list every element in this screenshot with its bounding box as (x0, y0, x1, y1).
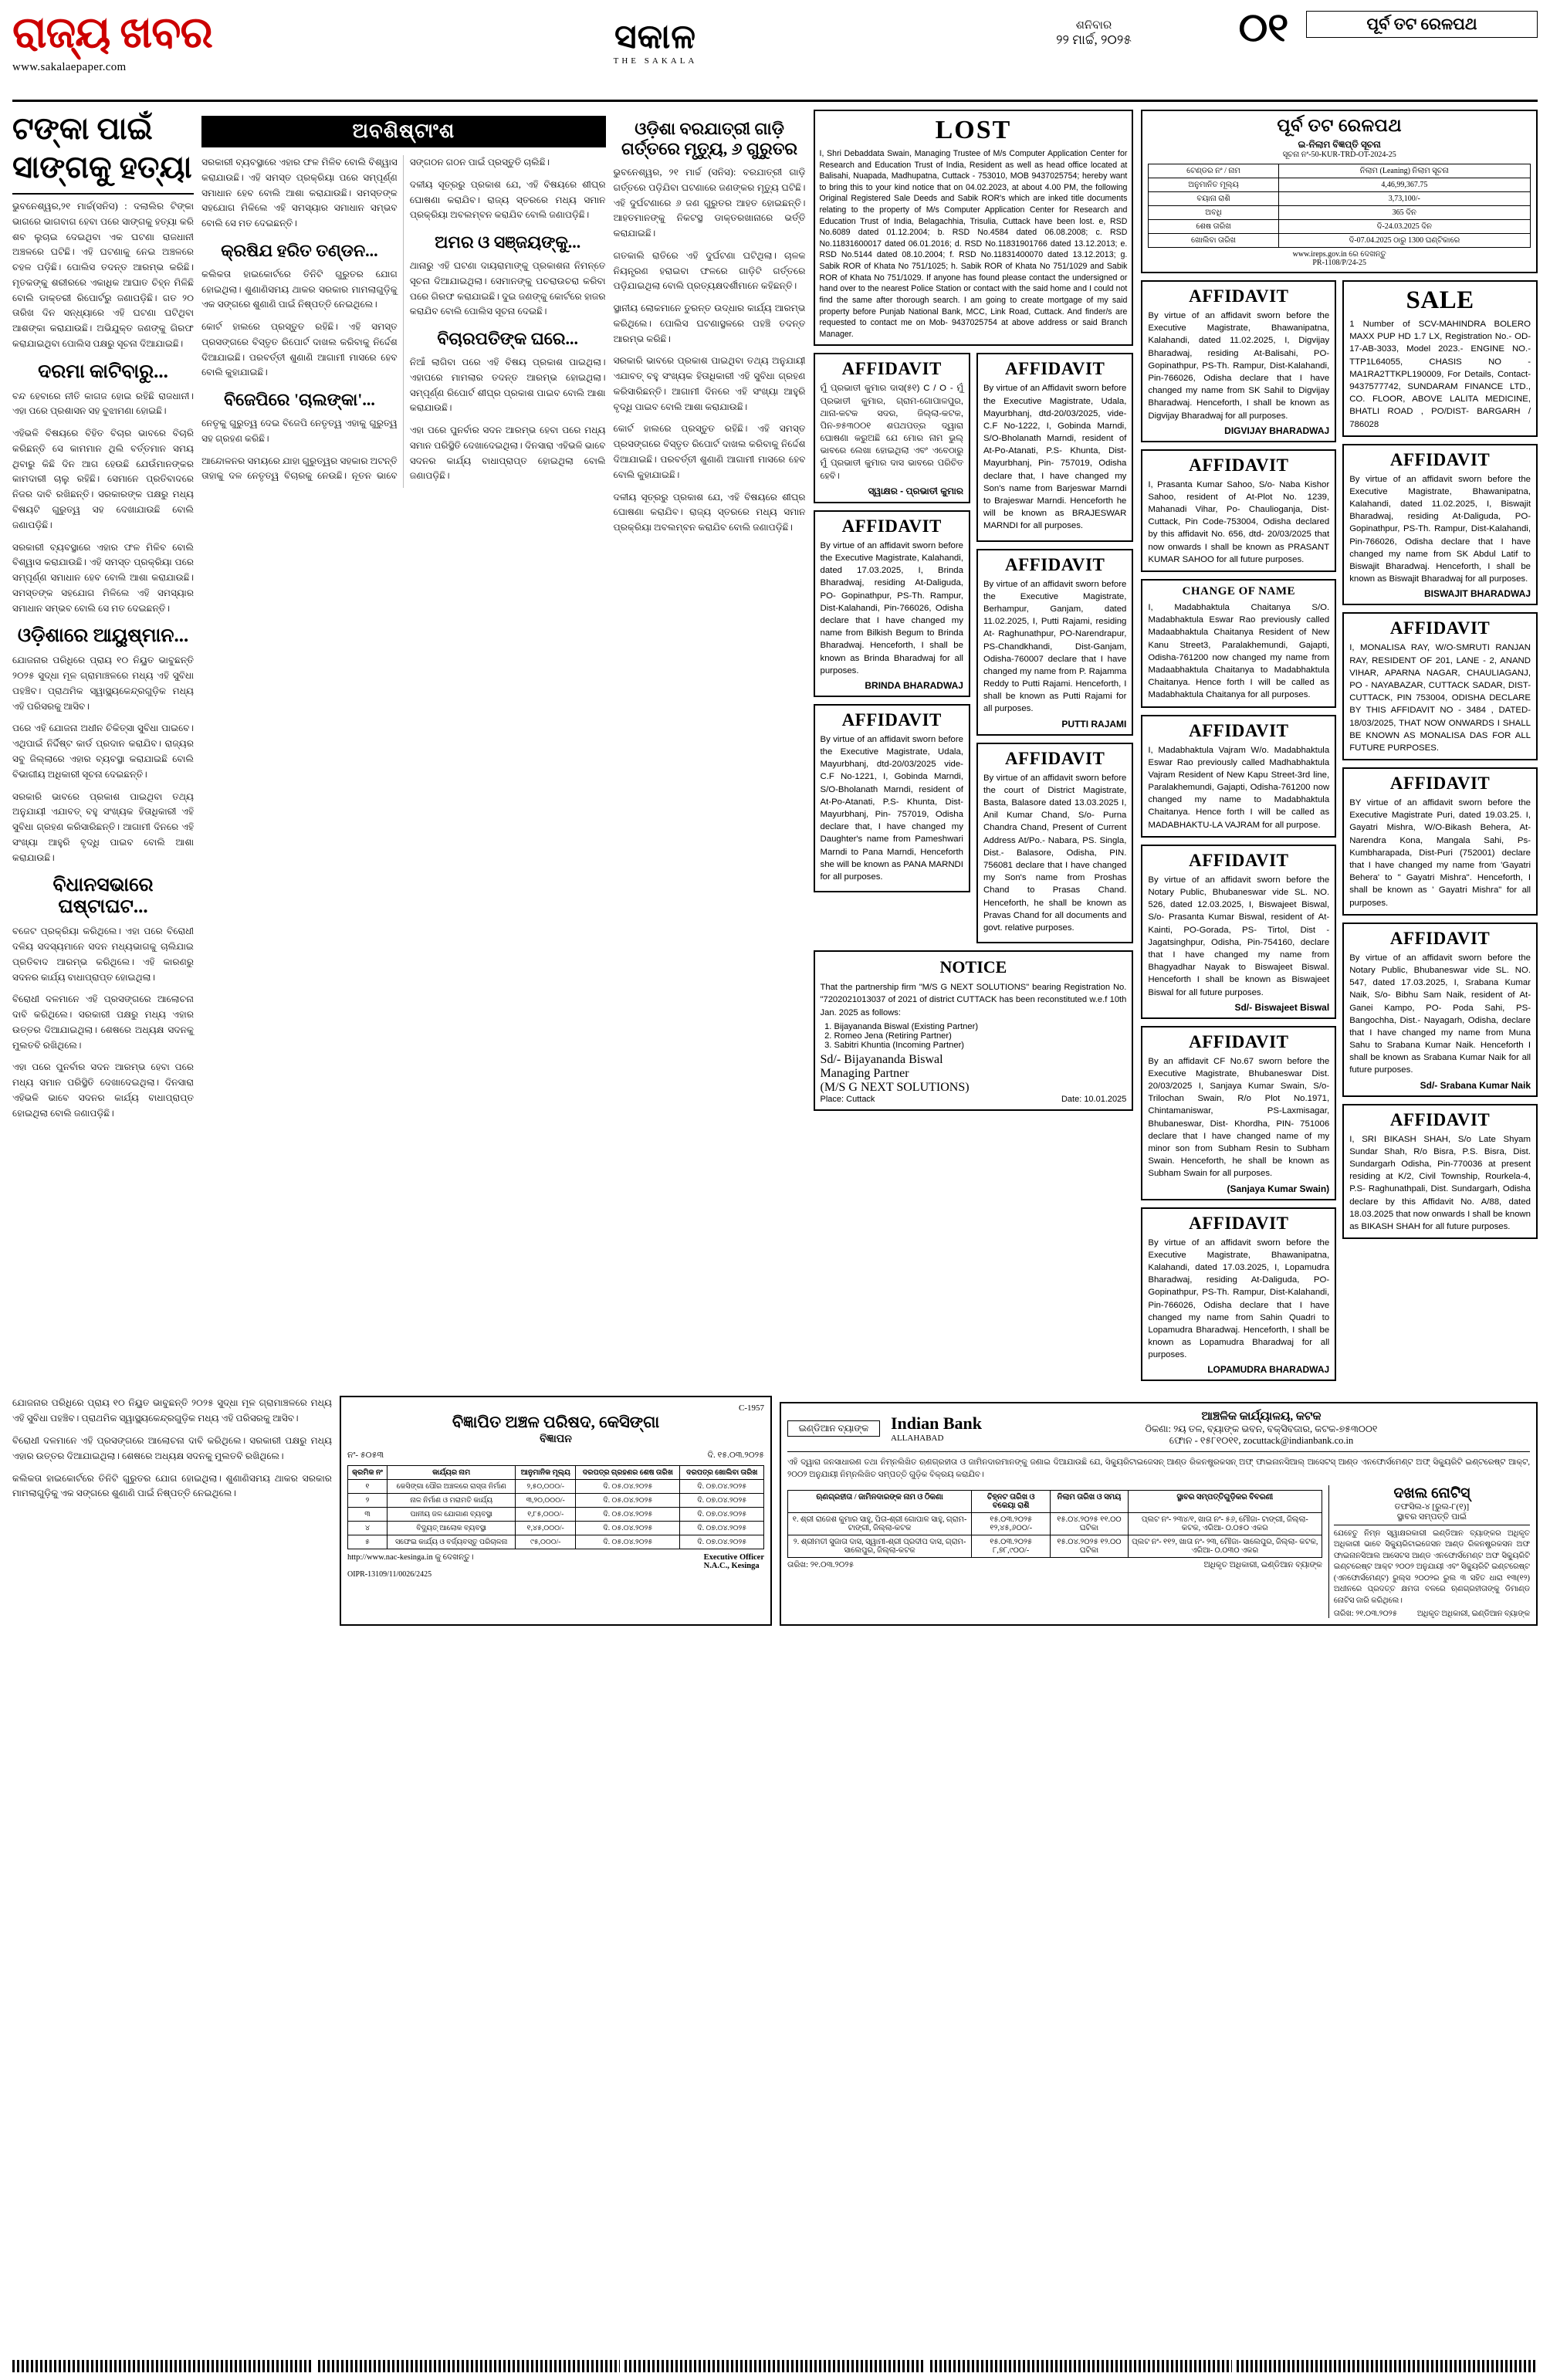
bank-notice-intro: ଏହି ଦ୍ୱାରା ଜନସାଧାରଣ ତଥା ନିମ୍ନଲିଖିତ ଋଣଗ୍ରହୀତା ଓ ଜାମିନଦାରମାନଙ୍କୁ ଜଣାଇ ଦିଆଯାଉଛି ଯେ, ସିକ୍ୟୁରିଟାଇଜେସନ୍ ଆଣ୍ଡ ରିକନଷ୍ଟ୍ରକସନ୍ ଅଫ୍ ଫାଇନାନସିଆଲ୍ ଆସେଟସ୍ ଆଣ୍ଡ ଏନଫୋର୍ସମେଣ୍ଟ ଅଫ୍ ସିକ୍ୟୁରିଟି ଇଣ୍ଟରେଷ୍ଟ ଆକ୍ଟ, ୨୦୦୨ ଅନୁଯାୟୀ ନିମ୍ନଲିଖିତ ସମ୍ପତ୍ତି ଗୁଡ଼ିକ ବିକ୍ରୟ କରାଯିବ। (787, 1458, 1530, 1479)
bottom-filler-0: ଯୋଜନାର ପରିଧିରେ ପ୍ରାୟ ୧୦ ନିୟୁତ ଭାବୁଛନ୍ତି ୨୦୨୫ ସୁଦ୍ଧା ମୂଳ ଗ୍ରାମାଞ୍ଚଳରେ ମଧ୍ୟ ଏହି ସୁବିଧା ପହଞ୍ଚିବ। ପ୍ରାଥମିକ ସ୍ୱାସ୍ଥ୍ୟକେନ୍ଦ୍ରଗୁଡ଼ିକ ମଧ୍ୟ ଏହି ପରିସରକୁ ଆସିବ। (12, 1397, 332, 1424)
article-4-p0: ନେତୃକୁ ଗୁରୁତ୍ୱ ଦେଇ ବିଜେପି ନେତୃତ୍ୱ ଏହାକୁ ଗୁରୁତ୍ୱ ସହ ଗ୍ରହଣ କରିଛି। (201, 418, 398, 444)
affidavit-5-body: I, Madabhaktula Vajram W/o. Madabhaktula Eswar Rao previously called Madhabhaktula Vajram Resident of New Kapu Street-3rd line, Paralakhemundi, Gajapti, Odisha-761200 now changed my name to Madabhaktula Chaitanya. Hence forth I will be called as MADABHAKTU-LA VAJRAM for all purpose. (1148, 745, 1330, 830)
tender-table (347, 1465, 764, 1549)
daakhal-sub2: ସ୍ଥାବର ସମ୍ପତ୍ତି ପାଇଁ (1334, 1512, 1530, 1525)
tender-r2-sl: ୩ (348, 1508, 388, 1522)
affidavit-ad-3 (814, 353, 970, 503)
affidavit-13-body: By virtue of an affidavit sworn before the court of District Magistrate, Basta, Balasore dated 13.03.2025 I, Anil Kumar Chand, S/o- Purna Chandra Chand, Present of Current Address At/Po.- Nabara, PS. Singla, Dist.- Balasore, Odisha, PIN. 756081 declare that I have changed my Son's name from Proshas Chand to Prasas Chand. Henceforth, he shall be known as Pravas Chand for all documents and govt. relative purposes. (983, 773, 1127, 933)
article-7-extra3: ଦଳୀୟ ସୂତ୍ରରୁ ପ୍ରକାଶ ଯେ, ଏହି ବିଷୟରେ ଶୀଘ୍ର ଘୋଷଣା କରାଯିବ। ରାଜ୍ୟ ସ୍ତରରେ ମଧ୍ୟ ସମାନ ପ୍ରକ୍ରିୟା ଅବଲମ୍ବନ କରାଯିବ ବୋଲି ଜଣାପଡ଼ିଛି। (613, 491, 806, 533)
bank-name: Indian Bank (891, 1413, 983, 1434)
affidavit-8-title: AFFIDAVIT (841, 516, 942, 536)
railway-row-5-value: ଦି-07.04.2025 ଠାରୁ 1300 ଘଣ୍ଟିକାରେ (1278, 234, 1530, 248)
tender-code: C-1957 (739, 1403, 764, 1413)
date-label: ୨୨ ମାର୍ଚ୍ଚ, ୨୦୨୫ (1056, 32, 1132, 47)
affidavit-2-body: I, Madabhaktula Chaitanya S/O. Madabhaktula Eswar Rao previously called Madaabhaktula Chaitanya Resident of New Kanu Street3, Paralakhemundi, Gajapti, Odisha-761200 now changed my name from Madaabhaktula Chaitanya to Madabhaktula Chaitanya. Hence forth I will be called as Madabhaktula Chaitanya for all purposes. (1148, 603, 1330, 700)
table-row (1149, 234, 1531, 248)
tender-r1-work: ନାଳ ନିର୍ମାଣ ଓ ମରାମତି କାର୍ଯ୍ୟ (387, 1494, 515, 1508)
tender-r0-work: କେସିଙ୍ଗା ପୌର ଅଞ୍ଚଳରେ ରାସ୍ତା ନିର୍ମାଣ (387, 1480, 515, 1494)
bank-r0-c1: ୧. ଶ୍ରୀ ରାଜେଶ କୁମାର ସାହୁ, ପିତା-ଶ୍ରୀ ଗୋପାଳ ସାହୁ, ଗ୍ରାମ-ଟାଙ୍ଗୀ, ଜିଲ୍ଲା-କଟକ (788, 1512, 972, 1535)
affidavit-6-body: I, MONALISA RAY, W/O-SMRUTI RANJAN RAY, RESIDENT OF 201, LANE - 2, ANAND VIHAR, APARNA NAGAR, CHAULIAGANJ, PO - NAYABAZAR, CUTTACK SADAR, DIST- CUTTACK, PIN 753004, ODISHA DECLARE BY THIS AFFIDAVIT NO - 3484 , DATED- 18/03/2025, THAT NOW ONWARDS I SHALL BE KNOWN AS MONALISA DAS FOR ALL FUTURE PURPOSES. (1349, 643, 1531, 753)
tender-r3-last: ଦି. ୦୫.୦୪.୨୦୨୫ (576, 1522, 680, 1535)
masthead-right-ad (1306, 11, 1538, 38)
tender-r4-sl: ୫ (348, 1535, 388, 1549)
article-4-p1: ଆନ୍ଦୋଳନର ସମୟରେ ଯାହା ଗୁରୁତ୍ୱର ସହକାର ଅଟନ୍ତି ତାହାକୁ ଦଳ ନେତୃତ୍ୱ ବିଚାରକୁ ନେଉଛି। ନୂତନ ଭାବେ ସଙ୍ଗଠନ ଗଠନ ପାଇଁ ପ୍ରସ୍ତୁତି ଚାଲିଛି। (201, 157, 550, 482)
affidavit-0-sign: DIGVIJAY BHARADWAJ (1224, 425, 1330, 436)
bank-footer-left: ତାରିଖ: ୨୧.୦୩.୨୦୨୫ (787, 1560, 855, 1569)
bank-r0-c2: ୧୫.୦୩.୨୦୨୫ ୧୨,୪୫,୬୦୦/- (972, 1512, 1051, 1535)
affidavit-6-title: AFFIDAVIT (1389, 618, 1491, 638)
affidavit-ad-5 (1141, 715, 1336, 838)
affidavit-ad-8 (814, 510, 970, 697)
notice-sign-2: Managing Partner (820, 1066, 909, 1080)
affidavit-10-sign: Sd/- Biswajeet Biswal (1234, 1001, 1330, 1013)
bank-footer-right: ଅଧିକୃତ ଅଧିକାରୀ, ଇଣ୍ଡିଆନ ବ୍ୟାଙ୍କ (1203, 1560, 1322, 1569)
tender-r1-last: ଦି. ୦୫.୦୪.୨୦୨୫ (576, 1494, 680, 1508)
article-7-extra2: କୋର୍ଟ ହାଲରେ ପ୍ରସ୍ତୁତ ରହିଛି। ଏହି ସମସ୍ତ ପ୍ରସଙ୍ଗରେ ବିସ୍ତୃତ ରିପୋର୍ଟ ଦାଖଲ କରିବାକୁ ନିର୍ଦ୍ଦେଶ ଦିଆଯାଇଛି। ପରବର୍ତ୍ତୀ ଶୁଣାଣି ଆଗାମୀ ମାସରେ ହେବ ବୋଲି କୁହାଯାଇଛି। (613, 423, 806, 480)
sale-title: SALE (1406, 286, 1474, 314)
tender-sign: Executive Officer (703, 1553, 764, 1562)
affidavit-11-title: AFFIDAVIT (1389, 774, 1491, 794)
column-c (614, 110, 806, 1388)
notice-partner-list (834, 1022, 1127, 1050)
notice-date: Date: 10.01.2025 (1061, 1094, 1127, 1104)
bank-address: ଠିକଣା: ୨ୟ ତଳ, ବ୍ୟାଙ୍କ ଭବନ, ବକ୍ସିବଜାର, କଟକ-୭୫୩୦୦୧ (1145, 1424, 1378, 1435)
masthead (12, 6, 1538, 102)
affidavit-14-sign: (Sanjaya Kumar Swain) (1227, 1183, 1330, 1194)
affidavit-ad-1 (1141, 449, 1336, 572)
affidavit-ad-14 (1141, 1026, 1336, 1200)
page-number-block (1221, 6, 1306, 50)
table-row (1149, 178, 1531, 192)
tender-r3-est: ୧,୪୫,୦୦୦/- (516, 1522, 576, 1535)
daakhal-sub: ତଫସିଲ-୪ [ରୁଲ-୮(୧)] (1394, 1501, 1470, 1512)
table-row (1149, 220, 1531, 234)
tender-title: ବିଜ୍ଞାପିତ ଅଞ୍ଚଳ ପରିଷଦ, କେସିଙ୍ଗା (452, 1413, 660, 1432)
lost-ad (814, 110, 1134, 346)
affidavit-16-title: AFFIDAVIT (1189, 1213, 1289, 1233)
railway-website[interactable]: www.ireps.gov.in ରେ ଦେଖନ୍ତୁ (1292, 250, 1386, 259)
affidavit-ad-17 (1342, 1104, 1538, 1240)
article-1-p0: ଯୋଜନାର ପରିଧିରେ ପ୍ରାୟ ୧୦ ନିୟୁତ ଭାବୁଛନ୍ତି ୨୦୨୫ ସୁଦ୍ଧା ମୂଳ ଗ୍ରାମାଞ୍ଚଳରେ ମଧ୍ୟ ଏହି ସୁବିଧା ପହଞ୍ଚିବ। ପ୍ରାଥମିକ ସ୍ୱାସ୍ଥ୍ୟକେନ୍ଦ୍ରଗୁଡ଼ିକ ମଧ୍ୟ ଏହି ପରିସରକୁ ଆସିବ। (12, 655, 195, 712)
column-b-text (201, 155, 606, 488)
affidavit-4-title: AFFIDAVIT (1005, 359, 1105, 379)
tender-footer (347, 1553, 764, 1570)
column-b (201, 110, 606, 1388)
bank-col-2: ନିଲାମ ତାରିଖ ଓ ସମୟ (1051, 1490, 1128, 1512)
bank-auction-table (787, 1490, 1322, 1558)
affidavit-9-sign: PUTTI RAJAMI (1061, 718, 1127, 730)
notice-title: NOTICE (939, 957, 1007, 977)
railway-pr: PR-1108/P/24-25 (1312, 259, 1366, 267)
railway-tender-no: ସୂଚନା ନଂ-50-KUR-TRD-OT-2024-25 (1282, 151, 1396, 159)
table-row (1149, 206, 1531, 220)
article-0-p0: ବନ୍ଦ ହେବାରେ ନୀତି କାଗଜ ହୋଇ ରହିଛି ରାଜଧାନୀ। ଏହା ପରେ ପ୍ରଶାସନ ସହ ବୁଝାମଣା ହୋଇଛି। (12, 390, 195, 417)
masthead-date-block (966, 11, 1221, 48)
table-row (1149, 164, 1531, 178)
affidavit-ad-12 (814, 704, 970, 892)
reg-bar-3 (624, 2360, 926, 2372)
indian-bank-notice (780, 1402, 1538, 1626)
lead-headline: ଟଙ୍କା ପାଇଁ ସାଙ୍ଗକୁ ହତ୍ୟା (12, 110, 194, 195)
bank-r1-c2: ୧୫.୦୩.୨୦୨୫ ୮,୭୮,୯୦୦/- (972, 1535, 1051, 1557)
affidavit-3-title: AFFIDAVIT (841, 359, 942, 379)
sale-body: 1 Number of SCV-MAHINDRA BOLERO MAXX PUP HD 1.7 LX, Registration No.- OD-17-AB-3033, Model 2023.- ENGINE NO.-TTP1L64055, CHASIS NO - MA1RA2TTKPL190009, For Details, Contact-9437577742, SUNDARAM FINANCE LTD., CO. FLOOR, ABOVE LALITA MEDICINE, BHATLI ROAD , PO/DIST- BARGARH / 786028 (1349, 320, 1531, 429)
article-2-p1: ବିରୋଧୀ ଦଳମାନେ ଏହି ପ୍ରସଙ୍ଗରେ ଆଲୋଚନା ଦାବି କରିଥିଲେ। ସରକାରୀ ପକ୍ଷରୁ ମଧ୍ୟ ଏହାର ଉତ୍ତର ଦିଆଯାଇଥିଲା। ଶେଷରେ ଅଧ୍ୟକ୍ଷ ସଦନକୁ ମୁଲତବି ରଖିଥିଲେ। (12, 994, 195, 1051)
tender-subtitle: ବିଜ୍ଞାପନ (540, 1434, 572, 1446)
railway-ad-title: ପୂର୍ବ ତଟ ରେଳପଥ (1306, 11, 1538, 38)
bank-logo-odia: ଇଣ୍ଡିଆନ ବ୍ୟାଙ୍କ (787, 1420, 880, 1437)
tender-oipr: OIPR-13109/11/0026/2425 (347, 1570, 432, 1579)
bank-col-1: ଚିହ୍ନଟ ତାରିଖ ଓ ବକେୟା ରାଶି (972, 1490, 1051, 1512)
article-3-p1: କୋର୍ଟ ହାଲରେ ପ୍ରସ୍ତୁତ ରହିଛି। ଏହି ସମସ୍ତ ପ୍ରସଙ୍ଗରେ ବିସ୍ତୃତ ରିପୋର୍ଟ ଦାଖଲ କରିବାକୁ ନିର୍ଦ୍ଦେଶ ଦିଆଯାଇଛି। ପରବର୍ତ୍ତୀ ଶୁଣାଣି ଆଗାମୀ ମାସରେ ହେବ ବୋଲି କୁହାଯାଇଛି। (201, 321, 398, 378)
affidavit-ad-13 (976, 743, 1133, 943)
article-7-p1: ଗତକାଲି ରାତିରେ ଏହି ଦୁର୍ଘଟଣା ଘଟିଥିଲା। ଚାଳକ ନିୟନ୍ତ୍ରଣ ହରାଇବା ଫଳରେ ଗାଡ଼ିଟି ଗର୍ତ୍ତରେ ପଡ଼ିଯାଇଥିଲା ବୋଲି ପ୍ରତ୍ୟକ୍ଷଦର୍ଶୀମାନେ କହିଛନ୍ତି। (613, 249, 806, 292)
article-title-2: ବିଧାନସଭାରେ ଘଷ୍ଟାଘଟ... (52, 875, 154, 918)
affidavit-0-title: AFFIDAVIT (1189, 286, 1289, 306)
article-title-4: ବିଜେପିରେ 'ଚାଲଙ୍କା'... (224, 390, 375, 410)
bank-col-3: ସ୍ଥାବର ସମ୍ପତ୍ତିଗୁଡ଼ିକର ବିବରଣୀ (1128, 1490, 1322, 1512)
tender-r1-sl: ୨ (348, 1494, 388, 1508)
tender-r1-open: ଦି. ୦୭.୦୪.୨୦୨୫ (680, 1494, 764, 1508)
table-row (348, 1535, 764, 1549)
affidavit-1-title: AFFIDAVIT (1189, 455, 1289, 475)
brand-name: ସକାଳ (614, 18, 696, 56)
affidavit-7-sign: BISWAJIT BHARADWAJ (1423, 588, 1531, 600)
article-title-1: ଓଡ଼ିଶାରେ ଆୟୁଷ୍ମାନ... (17, 625, 189, 647)
tender-r3-sl: ୪ (348, 1522, 388, 1535)
affidavit-ad-2 (1141, 579, 1336, 708)
publication-logo: ରାଜ୍ୟ ଖବର (12, 9, 212, 57)
table-row (788, 1512, 1322, 1535)
affidavit-15-title: AFFIDAVIT (1389, 928, 1491, 948)
article-2-p2: ଏହା ପରେ ପୁନର୍ବାର ସଦନ ଆରମ୍ଭ ହେବା ପରେ ମଧ୍ୟ ସମାନ ପରିସ୍ଥିତି ଦେଖାଦେଇଥିଲା। ଦିନସାରା ଏହିଭଳି ଭାବେ ସଦନର କାର୍ଯ୍ୟ ବାଧାପ୍ରାପ୍ତ ହୋଇଥିଲା ବୋଲି ଜଣାପଡ଼ିଛି। (12, 1061, 195, 1119)
article-6-p0: ନିଆଁ ଲାଗିବା ପରେ ଏହି ବିଷୟ ପ୍ରକାଶ ପାଇଥିଲା। ଏହାପରେ ମାମଲାର ତଦନ୍ତ ଆରମ୍ଭ ହୋଇଥିଲା। ସମ୍ପୂର୍ଣ୍ଣ ରିପୋର୍ଟ ଶୀଘ୍ର ପ୍ରକାଶ ପାଇବ ବୋଲି ଆଶା କରାଯାଉଛି। (409, 357, 606, 414)
affidavit-9-title: AFFIDAVIT (1005, 554, 1105, 574)
railway-row-0-label: ଟେଣ୍ଡର ନଂ / ନାମ (1149, 164, 1278, 178)
tender-memo-right: ଦି. ୧୫.୦୩.୨୦୨୫ (707, 1451, 764, 1461)
affidavit-2-title: CHANGE OF NAME (1182, 585, 1295, 598)
tender-col-4: ଦରପତ୍ର ଖୋଲିବା ତାରିଖ (680, 1466, 764, 1480)
notice-partner-0: 1. Bijayananda Biswal (Existing Partner) (834, 1022, 1127, 1031)
page-number: ୦୧ (1238, 6, 1289, 50)
lost-body: I, Shri Debaddata Swain, Managing Trustee of M/s Computer Application Center for Research and Education Trust of India, Resident as well as head office located at Balisahi, Nuapada, Madhupatna, Cuttack - 753010, MOB 9437025754; hereby want to bring this to your kind notice that on 04.02.2023, at about 4.00 PM, the following Original Registered Sale Deeds and Sabik ROR's which are inked title documents relating to the property of M/s Computer Application Center for Research and Education Trust of India, Belagachhia, Trisulia, Cuttack have been lost. e, RSD No.6089 dated 01.12.2004; b. RSD No.4584 dated 06.08.2008; c. RSD No.11831600017 dated 06.01.2016; d. RSD No.11831901766 dated 13.12.2013; e. RSD No.5144 dated 08.10.2004; f. RSD No.11831400070 dated 13.12.2013; g. Sabik ROR of Khata No 751/1025; h. Sabik ROR of Khata No 751/1029 and Sabik ROR of Khata No 751/1029. If anyone has found please contact the undersigned or hand over to the nearest Police Station or contact with the said home and I could not find the same after thorough search. I am going to create mortgage of my said property before Punjab National Bank, MCC, Link Road, Cuttack. And finder/s are requested to contact me on Mob- 9437025754 at above address or said Branch Manager. (819, 149, 1128, 339)
tender-col-3: ଦରପତ୍ର ଗ୍ରହଣର ଶେଷ ତାରିଖ (576, 1466, 680, 1480)
bank-col-0: ଋଣଗ୍ରହୀତା / ଜାମିନଦାରଙ୍କ ନାମ ଓ ଠିକଣା (788, 1490, 972, 1512)
tender-r3-open: ଦି. ୦୭.୦୪.୨୦୨୫ (680, 1522, 764, 1535)
article-title-0: ଦରମା କାଟିବାରୁ... (38, 361, 168, 382)
article-0-p1: ଏହିଭଳି ବିଷୟରେ ବିହିତ ବିଚାର ଭାବରେ ବିଚାରି କରିଛନ୍ତି ସେ କାମମାନ ଥିଲି ବର୍ତ୍ତମାନ ସମୟ ଥିବାରୁ କିଛି ଦିନ ଆଗ ହେଉଛି ଯେଉଁମାନଙ୍କର କାମଦାରୀ ଚାଲୁ ରହିଛି। ସେମାନେ ପ୍ରତିବାଦରେ ନିଜର ଦାବି ରଖିଛନ୍ତି। ସରକାରଙ୍କ ପକ୍ଷରୁ ମଧ୍ୟ ବିଷୟଟି ଗୁରୁତ୍ୱ ସହ ଦେଖାଯାଉଛି ବୋଲି ଜଣାପଡ଼ିଛି। (12, 428, 195, 530)
railway-tender-table (1148, 164, 1531, 248)
tender-r4-last: ଦି. ୦୫.୦୪.୨୦୨୫ (576, 1535, 680, 1549)
affidavit-16-sign: LOPAMUDRA BHARADWAJ (1207, 1364, 1330, 1376)
reg-bar-5 (1237, 2360, 1538, 2372)
daakhal-title: ଦଖଲ ନୋଟିସ୍ (1393, 1485, 1470, 1501)
affidavit-ad-9 (976, 549, 1133, 736)
website-url[interactable]: www.sakalaepaper.com (12, 60, 127, 73)
affidavit-1-body: I, Prasanta Kumar Sahoo, S/o- Naba Kishor Sahoo, resident of At-Plot No. 1239, Mahanadi Vihar, Po- Chaulioganja, Dist-Cuttack, Pin Code-753004, Odisha declared by this affidavit No. 656, dtd- 20/03/2025 that now onwards I shall be known as PRASANT KUMAR SAHOO for all future purposes. (1148, 479, 1330, 564)
tender-col-1: କାର୍ଯ୍ୟର ନାମ (387, 1466, 515, 1480)
bank-r0-c4: ପ୍ଲଟ ନଂ- ୨୩୪/୧, ଖାତା ନଂ- ୫୬, ମୌଜା- ଟାଙ୍ଗୀ, ଜିଲ୍ଲା- କଟକ, ଏରିଆ- ୦.୦୫୦ ଏକର (1128, 1512, 1322, 1535)
tender-r0-est: ୨,୫୦,୦୦୦/- (516, 1480, 576, 1494)
sale-ad (1342, 280, 1538, 437)
notice-intro: That the partnership firm "M/S G NEXT SOLUTIONS" bearing Registration No. "7202021013037 of 2021 of district CUTTACK has been reconstituted w.e.f 10th Jan. 2025 as follows: (820, 983, 1127, 1017)
brand-subtitle: THE SAKALA (613, 56, 698, 66)
article-3-intro: ସରକାରୀ ବ୍ୟବସ୍ଥାରେ ଏହାର ଫଳ ମିଳିବ ବୋଲି ବିଶ୍ୱାସ କରାଯାଉଛି। ଏହି ସମସ୍ତ ପ୍ରକ୍ରିୟା ପରେ ସମ୍ପୂର୍ଣ୍ଣ ସମାଧାନ ହେବ ବୋଲି ଆଶା କରାଯାଉଛି। ସମସ୍ତଙ୍କ ସହଯୋଗ ମିଳିଲେ ଏହି ସମସ୍ୟାର ସମାଧାନ ସମ୍ଭବ ବୋଲି ସେ ମତ ଦେଇଛନ୍ତି। (201, 157, 398, 229)
affidavit-3-sign: ସ୍ୱାକ୍ଷର - ପ୍ରଭାତୀ କୁମାର (868, 485, 963, 496)
masthead-left (12, 11, 344, 74)
railway-row-3-label: ଅବଧି (1149, 206, 1278, 220)
table-header-row (348, 1466, 764, 1480)
affidavit-12-title: AFFIDAVIT (841, 709, 942, 730)
article-7-p0: ଭୁବନେଶ୍ୱର, ୨୧ ମାର୍ଚ୍ଚ (ସନିସ): ବରଯାତ୍ରୀ ଗାଡ଼ି ଗର୍ତ୍ତରେ ପଡ଼ିଯିବା ଘଟଣାରେ ଜଣଙ୍କର ମୃତ୍ୟୁ ଘଟିଛି। ଏହି ଦୁର୍ଘଟଣାରେ ୬ ଜଣ ଗୁରୁତର ଆହତ ହୋଇଛନ୍ତି। ଆହତମାନଙ୍କୁ ନିକଟସ୍ଥ ଡାକ୍ତରଖାନାରେ ଭର୍ତ୍ତି କରାଯାଇଛି। (613, 167, 806, 239)
tender-col-2: ଆନୁମାନିକ ମୂଲ୍ୟ (516, 1466, 576, 1480)
affidavit-3-body: ମୁଁ ପ୍ରଭାତୀ କୁମାର ଦାସ(୫୧) C / O - ମୁଁ ପ୍ରଭାତୀ କୁମାର, ଗ୍ରାମ-ଗୋପାଳପୁର, ଥାନା-କଟକ ସଦର, ଜିଲ୍ଲା-କଟକ, ପିନ-୭୫୩୦୦୧ ଶପଥପତ୍ର ଦ୍ୱାରା ଘୋଷଣା କରୁଅଛି ଯେ ମୋର ନାମ ଭୁଲ୍ ଭାବରେ ଲେଖା ହୋଇଥିଲା ଏବଂ ଏବେଠାରୁ ମୁଁ ପ୍ରଭାତୀ କୁମାର ଦାସ ଭାବରେ ପରିଚିତ ହେବି। (820, 384, 963, 481)
bank-r1-c3: ୧୫.୦୪.୨୦୨୫ ୧୨.୦୦ ଘଟିକା (1051, 1535, 1128, 1557)
article-1-p1: ପରେ ଏହି ଯୋଜନା ଅଧୀନ ଚିକିତ୍ସା ସୁବିଧା ପାଇବେ। ଏଥିପାଇଁ ନିର୍ଦ୍ଦିଷ୍ଟ କାର୍ଡ ପ୍ରଦାନ କରାଯିବ। ରାଜ୍ୟର ସବୁ ଜିଲ୍ଲାରେ ଏହାର ବ୍ୟବସ୍ଥା କରାଯାଇଛି ବୋଲି ବିଭାଗୀୟ ଅଧିକାରୀ ସୂଚନା ଦେଇଛନ୍ତି। (12, 723, 195, 780)
affidavit-ad-7 (1342, 444, 1538, 606)
affidavit-ad-15 (1342, 923, 1538, 1097)
affidavit-ad-0 (1141, 280, 1336, 442)
railway-tender-ad (1141, 110, 1538, 273)
bottom-filler-1: ବିରୋଧୀ ଦଳମାନେ ଏହି ପ୍ରସଙ୍ଗରେ ଆଲୋଚନା ଦାବି କରିଥିଲେ। ସରକାରୀ ପକ୍ଷରୁ ମଧ୍ୟ ଏହାର ଉତ୍ତର ଦିଆଯାଇଥିଲା। ଶେଷରେ ଅଧ୍ୟକ୍ଷ ସଦନକୁ ମୁଲତବି ରଖିଥିଲେ। (12, 1434, 332, 1461)
article-4-p2: ଦଳୀୟ ସୂତ୍ରରୁ ପ୍ରକାଶ ଯେ, ଏହି ବିଷୟରେ ଶୀଘ୍ର ଘୋଷଣା କରାଯିବ। ରାଜ୍ୟ ସ୍ତରରେ ମଧ୍ୟ ସମାନ ପ୍ରକ୍ରିୟା ଅବଲମ୍ବନ କରାଯିବ ବୋଲି ଜଣାପଡ଼ିଛି। (409, 178, 606, 221)
affidavit-10-title: AFFIDAVIT (1189, 850, 1289, 870)
affidavit-ad-11 (1342, 767, 1538, 916)
article-1-p2: ସରକାରି ଭାବରେ ପ୍ରକାଶ ପାଇଥିବା ତଥ୍ୟ ଅନୁଯାୟୀ ଏଯାବତ୍ ବହୁ ସଂଖ୍ୟକ ହିତାଧିକାରୀ ଏହି ସୁବିଧା ଗ୍ରହଣ କରିସାରିଛନ୍ତି। ଆଗାମୀ ଦିନରେ ଏହି ସଂଖ୍ୟା ଆହୁରି ବୃଦ୍ଧି ପାଇବ ବୋଲି ଆଶା କରାଯାଉଛି। (12, 791, 195, 863)
notice-ad (814, 950, 1134, 1111)
affidavit-14-title: AFFIDAVIT (1189, 1031, 1289, 1051)
railway-title: ପୂର୍ବ ତଟ ରେଳପଥ (1277, 116, 1403, 135)
affidavit-ad-10 (1141, 845, 1336, 1019)
tender-memo-row (347, 1451, 764, 1461)
railway-row-4-value: ଦି-24.03.2025 ଦିନ (1278, 220, 1530, 234)
affidavit-8-sign: BRINDA BHARADWAJ (865, 679, 963, 691)
bank-r1-c4: ପ୍ଲଟ ନଂ- ୧୧୨, ଖାତା ନଂ- ୨୩, ମୌଜା- ସାଲେପୁର, ଜିଲ୍ଲା- କଟକ, ଏରିଆ- ୦.୦୩୦ ଏକର (1128, 1535, 1322, 1557)
lead-dateline: ଭୁବନେଶ୍ୱର,୨୧ ମାର୍ଚ୍ଚ(ସନିସ) : ଦଲାଲିର ଟିଙ୍କା ଭାଗରେ ଭାଗବାଗ ହେବା ପରେ ସାଙ୍ଗକୁ ହତ୍ୟା କରି ଶବ ଲୁଚାଇ ଦେଇଥିବା ଏକ ଘଟଣା ରାଜଧାନୀ ଅଞ୍ଚଳରେ ଘଟିଛି। ଏହି ଘଟଣାକୁ ନେଇ ଅଞ୍ଚଳରେ ଚହଳ ପଡ଼ିଛି। ପୋଲିସ ତଦନ୍ତ ଆରମ୍ଭ କରିଛି। ମୃତକଙ୍କୁ ଶରୀରରେ ଏକାଧିକ ଆଘାତ ଚିହ୍ନ ମିଳିଛି ବୋଲି ଡାକ୍ତରୀ ରିପୋର୍ଟରୁ ଜଣାପଡ଼ିଛି। ଗତ ୨୦ ତାରିଖ ଦିନ ସନ୍ଧ୍ୟାରେ ଏହି ଘଟଣା ଘଟିଥିବା ଆଶଙ୍କା କରାଯାଉଛି। ଅଭିଯୁକ୍ତ ଜଣଙ୍କୁ ଗିରଫ କରାଯାଇଥିବା ପୋଲିସ ପକ୍ଷରୁ ସୂଚନା ଦିଆଯାଇଛି। (12, 201, 195, 349)
color-registration-bars (12, 2360, 1538, 2372)
affidavit-15-body: By virtue of an affidavit sworn before the Notary Public, Bhubaneswar vide SL. NO. 547, dated 17.03.2025, I, Srabana Kumar Naik, S/o- Bibhu Sam Naik, resident of At- Ganei Kampo, PO- Poda Sahi, PS-Bangochha, Dist.- Nayagarh, Odisha, declare that I have changed my name from Muna Sahu to Srabana Kumar Naik. Henceforth I shall be known as Srabana Kumar Naik for all future purposes. (1349, 953, 1531, 1075)
tender-r0-last: ଦି. ୦୫.୦୪.୨୦୨୫ (576, 1480, 680, 1494)
tender-r2-est: ୧,୮୫,୦୦୦/- (516, 1508, 576, 1522)
bank-r0-c3: ୧୫.୦୪.୨୦୨୫ ୧୧.୦୦ ଘଟିକା (1051, 1512, 1128, 1535)
tender-sign2: N.A.C., Kesinga (703, 1562, 760, 1571)
table-row (348, 1494, 764, 1508)
notice-partner-1: 2. Romeo Jena (Retiring Partner) (834, 1031, 1127, 1041)
day-label: ଶନିବାର (1075, 19, 1112, 32)
table-row (788, 1535, 1322, 1557)
notice-sign-1: Sd/- Bijayananda Biswal (820, 1052, 943, 1066)
tender-r1-est: ୩,୨୦,୦୦୦/- (516, 1494, 576, 1508)
affidavit-ad-4 (976, 353, 1133, 541)
tender-r4-open: ଦି. ୦୭.୦୪.୨୦୨୫ (680, 1535, 764, 1549)
table-row (348, 1522, 764, 1535)
article-7-extra: ସରକାରି ଭାବରେ ପ୍ରକାଶ ପାଇଥିବା ତଥ୍ୟ ଅନୁଯାୟୀ ଏଯାବତ୍ ବହୁ ସଂଖ୍ୟକ ହିତାଧିକାରୀ ଏହି ସୁବିଧା ଗ୍ରହଣ କରିସାରିଛନ୍ତି। ଆଗାମୀ ଦିନରେ ଏହି ସଂଖ୍ୟା ଆହୁରି ବୃଦ୍ଧି ପାଇବ ବୋଲି ଆଶା କରାଯାଉଛି। (613, 355, 806, 412)
railway-row-3-value: 365 ଦିନ (1278, 206, 1530, 220)
daakhal-body: ଯେହେତୁ ନିମ୍ନ ସ୍ୱାକ୍ଷରକାରୀ ଇଣ୍ଡିଆନ ବ୍ୟାଙ୍କର ଅଧିକୃତ ଅଧିକାରୀ ଭାବେ ସିକ୍ୟୁରିଟାଇଜେସନ ଆଣ୍ଡ ରିକନଷ୍ଟ୍ରକସନ ଅଫ ଫାଇନାନସିଆଲ ଆସେଟସ ଆଣ୍ଡ ଏନଫୋର୍ସମେଣ୍ଟ ଅଫ ସିକ୍ୟୁରିଟି ଇଣ୍ଟରେଷ୍ଟ ଆକ୍ଟ ୨୦୦୨ ଅନୁଯାୟୀ ଏବଂ ସିକ୍ୟୁରିଟି ଇଣ୍ଟରେଷ୍ଟ (ଏନଫୋର୍ସମେଣ୍ଟ) ରୁଲ୍ସ ୨୦୦୨ର ରୁଲ ୩ ସହିତ ଧାରା ୧୩(୧୨) ଅଧୀନରେ ପ୍ରଦତ୍ତ କ୍ଷମତା ବଳରେ ଋଣଗ୍ରହୀତାଙ୍କୁ ଡିମାଣ୍ଡ ନୋଟିସ ଜାରି କରିଥିଲେ। (1333, 1529, 1530, 1605)
article-title-6: ବିଚାରପତିଙ୍କ ଘରେ... (437, 329, 578, 349)
affidavit-7-body: By virtue of an affidavit sworn before the Executive Magistrate, Bhawanipatna, Kalahandi, dated 11.02.2025, I, Biswajit Bharadwaj, residing At-Daliguda, PO-Gopinathpur, PS-Th. Rampur, Dist-Kalahandi, Pin-766026, Odisha declare that I have changed my name from SK Abdul Latif to Biswajit Bharadwaj. Henceforth, I shall be known as Biswajit Bharadwaj for all purposes. (1349, 474, 1531, 584)
article-2-p0: ବଜେଟ ପ୍ରକ୍ରିୟା କରିଥିଲେ। ଏହା ପରେ ବିରୋଧୀ ଦଳିୟ ସଦସ୍ୟମାନେ ସଦନ ମଧ୍ୟଭାଗକୁ ଚାଲିଯାଇ ପ୍ରତିବାଦ ଆରମ୍ଭ କରିଥିଲେ। ଏହି କାରଣରୁ ସଦନର କାର୍ଯ୍ୟ ବାଧାପ୍ରାପ୍ତ ହୋଇଥିଲା। (12, 926, 195, 983)
tender-r0-sl: ୧ (348, 1480, 388, 1494)
affidavit-11-body: BY virtue of an affidavit sworn before the Executive Magistrate Puri, dated 19.03.25. I, Gayatri Mishra, W/O-Bikash Behera, At-Narendra Kona, Mangala Sahi, Ps- Kumbharapada, Dist-Puri (752001) declare that I have changed my name from 'Gayatri Behera' to " Gayatri Mishra". Henceforth, I shall be known as ' Gayatri Mishra" for all purposes. (1349, 798, 1531, 908)
reg-bar-1 (12, 2360, 313, 2372)
page-grid (12, 110, 1538, 1388)
column-e-classifieds (1141, 110, 1538, 1388)
reg-bar-2 (318, 2360, 619, 2372)
nac-kesinga-tender (340, 1396, 772, 1626)
railway-row-0-value: ନିଲାମ (Leaning) ନିଲାମ ସୂଚନା (1278, 164, 1530, 178)
railway-row-1-label: ଅନୁମାନିତ ମୂଲ୍ୟ (1149, 178, 1278, 192)
masthead-brand (344, 11, 966, 66)
affidavit-13-title: AFFIDAVIT (1005, 748, 1105, 768)
affidavit-17-body: I, SRI BIKASH SHAH, S/o Late Shyam Sundar Shah, R/o Bisra, P.S. Bisra, Dist. Sundargarh Odisha, Pin-770036 at present residing at K/2, Civil Township, Rourkela-4, P.S- Raghunathpali, Dist. Sundargarh, Odisha declare by this Affidavit No. A/88, dated 18.03.2025 that now onwards I shall be known as BIKASH SHAH for all future purposes. (1349, 1134, 1531, 1231)
article-7-p2: ସ୍ଥାନୀୟ ଲୋକମାନେ ତୁରନ୍ତ ଉଦ୍ଧାର କାର୍ଯ୍ୟ ଆରମ୍ଭ କରିଥିଲେ। ପୋଲିସ ଘଟଣାସ୍ଥଳରେ ପହଞ୍ଚି ତଦନ୍ତ ଆରମ୍ଭ କରିଛି। (613, 303, 806, 344)
tender-website[interactable]: http://www.nac-kesinga.in କୁ ଦେଖନ୍ତୁ। (347, 1553, 474, 1562)
tender-r2-last: ଦି. ୦୫.୦୪.୨୦୨୫ (576, 1508, 680, 1522)
bank-office: ଆଞ୍ଚଳିକ କାର୍ଯ୍ୟାଳୟ, କଟକ (1201, 1410, 1322, 1424)
article-5-p0: ଥାନାରୁ ଏହି ଘଟଣା ଦାୟରାମାଙ୍କୁ ପ୍ରକାଶନା ନିମନ୍ତେ ସୂଚନା ଦିଆଯାଇଥିଲା। ସେମାନଙ୍କୁ ପଚରାଉଚରା କରିବା ପରେ ଗିରଫ କରାଯାଇଛି। ଦୁଇ ଜଣଙ୍କୁ କୋର୍ଟରେ ହାଜର କରାଯିବ ବୋଲି ପୋଲିସ ସୂଚନା ଦେଇଛି। (409, 260, 606, 317)
notice-partner-2: 3. Sabitri Khuntia (Incoming Partner) (834, 1041, 1127, 1050)
tender-code-row (347, 1403, 764, 1413)
tender-r2-work: ପାନୀୟ ଜଳ ଯୋଗାଣ ବ୍ୟବସ୍ଥା (387, 1508, 515, 1522)
tender-col-0: କ୍ରମିକ ନଂ (348, 1466, 388, 1480)
affidavit-4-body: By virtue of an Affidavit sworn before the Executive Magistrate, Udala, Mayurbhanj, dtd-20/03/2025, vide-C.F No-1222, I, Gobinda Marndi, S/O-Bholanath Marndi, resident of At-Po-Atanati, P.S- Khunta, Dist-Mayurbhanj, Pin- 757019, Odisha declare that, I have changed my Son's name from Barjeswar Marndi to Brajeswar Marndi. Henceforth he will be known as BRAJESWAR MARNDI for all purposes. (983, 384, 1127, 531)
bottom-filler-2: କଲିକତା ହାଇକୋର୍ଟରେ ତିନିଟି ଗୁରୁତର ଯୋଗ ହୋଇଥିଲା। ଶୁଣାଣିସମୟ ଥାକର ସରକାର ମାମଲାଗୁଡ଼ିକୁ ଏକ ସଙ୍ଗରେ ଶୁଣାଣି ପାଇଁ ନିଷ୍ପତ୍ତି ନେଇଥିଲେ। (12, 1472, 332, 1499)
affidavit-15-sign: Sd/- Srabana Kumar Naik (1420, 1079, 1531, 1091)
affidavit-12-body: By virtue of an affidavit sworn before the Executive Magistrate, Udala, Mayurbhanj, dtd-20/03/2025 vide-C.F No-1221, I, Gobinda Marndi, S/O-Bholanath Marndi, resident of At-Po-Atanati, P.S- Khunta, Dist-Mayurbhanj, Pin- 757019, Odisha declare that, I have changed my Daughter's name from Pameshwari Marndi to Pana Marndi, Henceforth she will be known as PANA MARNDI for all purposes. (820, 734, 963, 882)
affidavit-8-body: By virtue of an affidavit sworn before the Executive Magistrate, Kalahandi, dated 17.03.2025, I, Brinda Bharadwaj, residing At-Daliguda, PO- Gopinathpur, PS-Th. Rampur, Dist-Kalahandi, Pin-766026, Odisha declare that I have changed my name from Bilkish Begum to Brinda Bharadwaj. Henceforth, I shall be known as Brinda Bharadwaj for all purposes. (820, 540, 963, 675)
affidavit-9-body: By virtue of an affidavit sworn before the Executive Magistrate, Berhampur, Ganjam, dated 11.02.2025, I, Putti Rajami, residing At- Raghunathpur, PO-Narendrapur, PS-Chandkhandi, Dist-Ganjam, Odisha-760007 declare that I have changed my name from P. Rajamma Reddy to Putti Rajami. Henceforth, I shall be known as Putti Rajami for all purposes. (983, 579, 1127, 714)
railway-row-2-label: ବୟାନା ରାଶି (1149, 192, 1278, 206)
bank-r1-c1: ୨. ଶ୍ରୀମତୀ ସୁଜାତା ଦାସ, ସ୍ୱାମୀ-ଶ୍ରୀ ପ୍ରଦୀପ ଦାସ, ଗ୍ରାମ-ସାଲେପୁର, ଜିଲ୍ଲା-କଟକ (788, 1535, 972, 1557)
table-row (1149, 192, 1531, 206)
article-3-p0: କଲିକତା ହାଇକୋର୍ଟରେ ତିନିଟି ଗୁରୁତର ଯୋଗ ହୋଇଥିଲା। ଶୁଣାଣିସମୟ ଥାକର ସରକାର ମାମଲାଗୁଡ଼ିକୁ ଏକ ସଙ୍ଗରେ ଶୁଣାଣି ପାଇଁ ନିଷ୍ପତ୍ତି ନେଇଥିଲେ। (201, 268, 398, 310)
affidavit-14-body: By an affidavit CF No.67 sworn before the Executive Magistrate, Bhubaneswar Dist. 20/03/2025 I, Sanjaya Kumar Swain, S/o-Trilochan Swain, R/o Plot No.1971, Chintamaniswar, PS-Laxmisagar, Bhubaneswar, Dist- Khordha, PIN- 751006 declare that I have changed name of my minor son from Subham Resin to Subham Swain. Henceforth, he shall be known as Subham Swain for all purposes. (1148, 1056, 1330, 1179)
bank-subname: ALLAHABAD (891, 1434, 944, 1444)
article-title-3: କ୍ରଷିଯ ହରିତ ତଣ୍ଡନ... (221, 240, 378, 260)
daakhal-footer-left: ତାରିଖ: ୨୧.୦୩.୨୦୨୫ (1333, 1610, 1397, 1619)
railway-row-1-value: 4,46,99,367.75 (1278, 178, 1530, 192)
article-0-p2: ସରକାରୀ ବ୍ୟବସ୍ଥାରେ ଏହାର ଫଳ ମିଳିବ ବୋଲି ବିଶ୍ୱାସ କରାଯାଉଛି। ଏହି ସମସ୍ତ ପ୍ରକ୍ରିୟା ପରେ ସମ୍ପୂର୍ଣ୍ଣ ସମାଧାନ ହେବ ବୋଲି ଆଶା କରାଯାଉଛି। ସମସ୍ତଙ୍କ ସହଯୋଗ ମିଳିଲେ ଏହି ସମସ୍ୟାର ସମାଧାନ ସମ୍ଭବ ବୋଲି ସେ ମତ ଦେଇଛନ୍ତି। (12, 541, 195, 614)
bank-header (787, 1410, 1530, 1452)
affidavit-ad-6 (1342, 612, 1538, 760)
table-row (348, 1480, 764, 1494)
table-header-row (788, 1490, 1322, 1512)
notice-sign-3: (M/S G NEXT SOLUTIONS) (820, 1080, 970, 1094)
bottom-left-filler (12, 1396, 332, 1626)
railway-row-2-value: 3,73,100/- (1278, 192, 1530, 206)
bank-notice-block (780, 1396, 1538, 1626)
article-title-5: ଅମର ଓ ସଞ୍ଜୟଙ୍କୁ... (435, 232, 581, 252)
bank-office-block (993, 1410, 1530, 1447)
daakhal-notice (1328, 1485, 1530, 1619)
railway-row-5-label: ଖୋଲିବା ତାରିଖ (1149, 234, 1278, 248)
tender-r2-open: ଦି. ୦୭.୦୪.୨୦୨୫ (680, 1508, 764, 1522)
tender-r4-work: ସଫେଇ କାର୍ଯ୍ୟ ଓ ବର୍ଜ୍ୟବସ୍ତୁ ପରିଚାଳନା (387, 1535, 515, 1549)
article-title-7: ଓଡ଼ିଶା ବରଯାତ୍ରୀ ଗାଡ଼ି ଗର୍ତ୍ତରେ ମୃତ୍ୟୁ, ୬ ଗୁରୁତର (621, 119, 798, 158)
table-row (348, 1508, 764, 1522)
affidavit-10-body: By virtue of an affidavit sworn before the Notary Public, Bhubaneswar vide SL. NO. 526, dated 12.03.2025, I, Biswajeet Biswal, S/o- Prasanta Kumar Biswal, resident of At- Kainti, PO-Gorada, PS- Tirtol, Dist - Jagatsinghpur, Odisha, Pin-754160, declare that I have changed my name from Bhagyadhar Nayak to Biswajeet Biswal. Henceforth I shall be known as Biswajeet Biswal for all future purposes. (1148, 875, 1330, 997)
bank-email[interactable]: ଫୋନ - ୧୫୮୧୦୧୧, zocuttack@indianbank.co.in (1169, 1435, 1354, 1447)
affidavit-ad-16 (1141, 1207, 1336, 1382)
notice-place: Place: Cuttack (820, 1094, 875, 1104)
tender-r4-est: ୯୫,୦୦୦/- (516, 1535, 576, 1549)
section-banner: ଅବଶିଷ୍ଟାଂଶ (201, 116, 606, 147)
daakhal-footer-right: ଅଧିକୃତ ଅଧିକାରୀ, ଇଣ୍ଡିଆନ ବ୍ୟାଙ୍କ (1416, 1610, 1530, 1619)
railway-row-4-label: ଶେଷ ତାରିଖ (1149, 220, 1278, 234)
column-a (12, 110, 194, 1388)
column-d-classifieds (814, 110, 1134, 1388)
article-6-filler: ଏହା ପରେ ପୁନର୍ବାର ସଦନ ଆରମ୍ଭ ହେବା ପରେ ମଧ୍ୟ ସମାନ ପରିସ୍ଥିତି ଦେଖାଦେଇଥିଲା। ଦିନସାରା ଏହିଭଳି ଭାବେ ସଦନର କାର୍ଯ୍ୟ ବାଧାପ୍ରାପ୍ତ ହୋଇଥିଲା ବୋଲି ଜଣାପଡ଼ିଛି। (409, 425, 606, 482)
bottom-strip (12, 1396, 1538, 1626)
tender-r0-open: ଦି. ୦୭.୦୪.୨୦୨୫ (680, 1480, 764, 1494)
tender-r3-work: ବିଦ୍ୟୁତ୍ ଆଲୋକ ବ୍ୟବସ୍ଥା (387, 1522, 515, 1535)
affidavit-17-title: AFFIDAVIT (1389, 1109, 1491, 1129)
affidavit-7-title: AFFIDAVIT (1389, 449, 1491, 469)
tender-memo-left: ନଂ- ୫୦୫୩ (347, 1451, 384, 1461)
lost-title: LOST (935, 116, 1012, 144)
affidavit-0-body: By virtue of an affidavit sworn before the Executive Magistrate, Bhawanipatna, Kalahandi, dated 11.02.2025, I, Digvijay Bharadwaj, residing At-Balisahi, PO-Gopinathpur, PS-Th. Rampur, Dist-Kalahandi, Pin-766026, Odisha declare that I have changed my name from SK Sahil to Digvijay Bharadwaj. Henceforth, I shall be known as Digvijay Bharadwaj for all purposes. (1148, 311, 1330, 421)
reg-bar-4 (930, 2360, 1231, 2372)
railway-line1: ଇ-ନିଲାମ ବିଜ୍ଞପ୍ତି ସୂଚନା (1298, 139, 1381, 150)
affidavit-5-title: AFFIDAVIT (1189, 720, 1289, 740)
bank-name-block (891, 1413, 982, 1443)
affidavit-16-body: By virtue of an affidavit sworn before the Executive Magistrate, Bhawanipatna, Kalahandi, dated 17.03.2025, I, Lopamudra Bharadwaj, residing At-Daliguda, PO-Gopinathpur, PS-Th. Rampur, Dist-Kalahandi, Pin-766026, Odisha declare that I have changed my name from Sahin Quadri to Lopamudra Bharadwaj. Henceforth, I shall be known as Lopamudra Bharadwaj for all purposes. (1148, 1237, 1330, 1360)
